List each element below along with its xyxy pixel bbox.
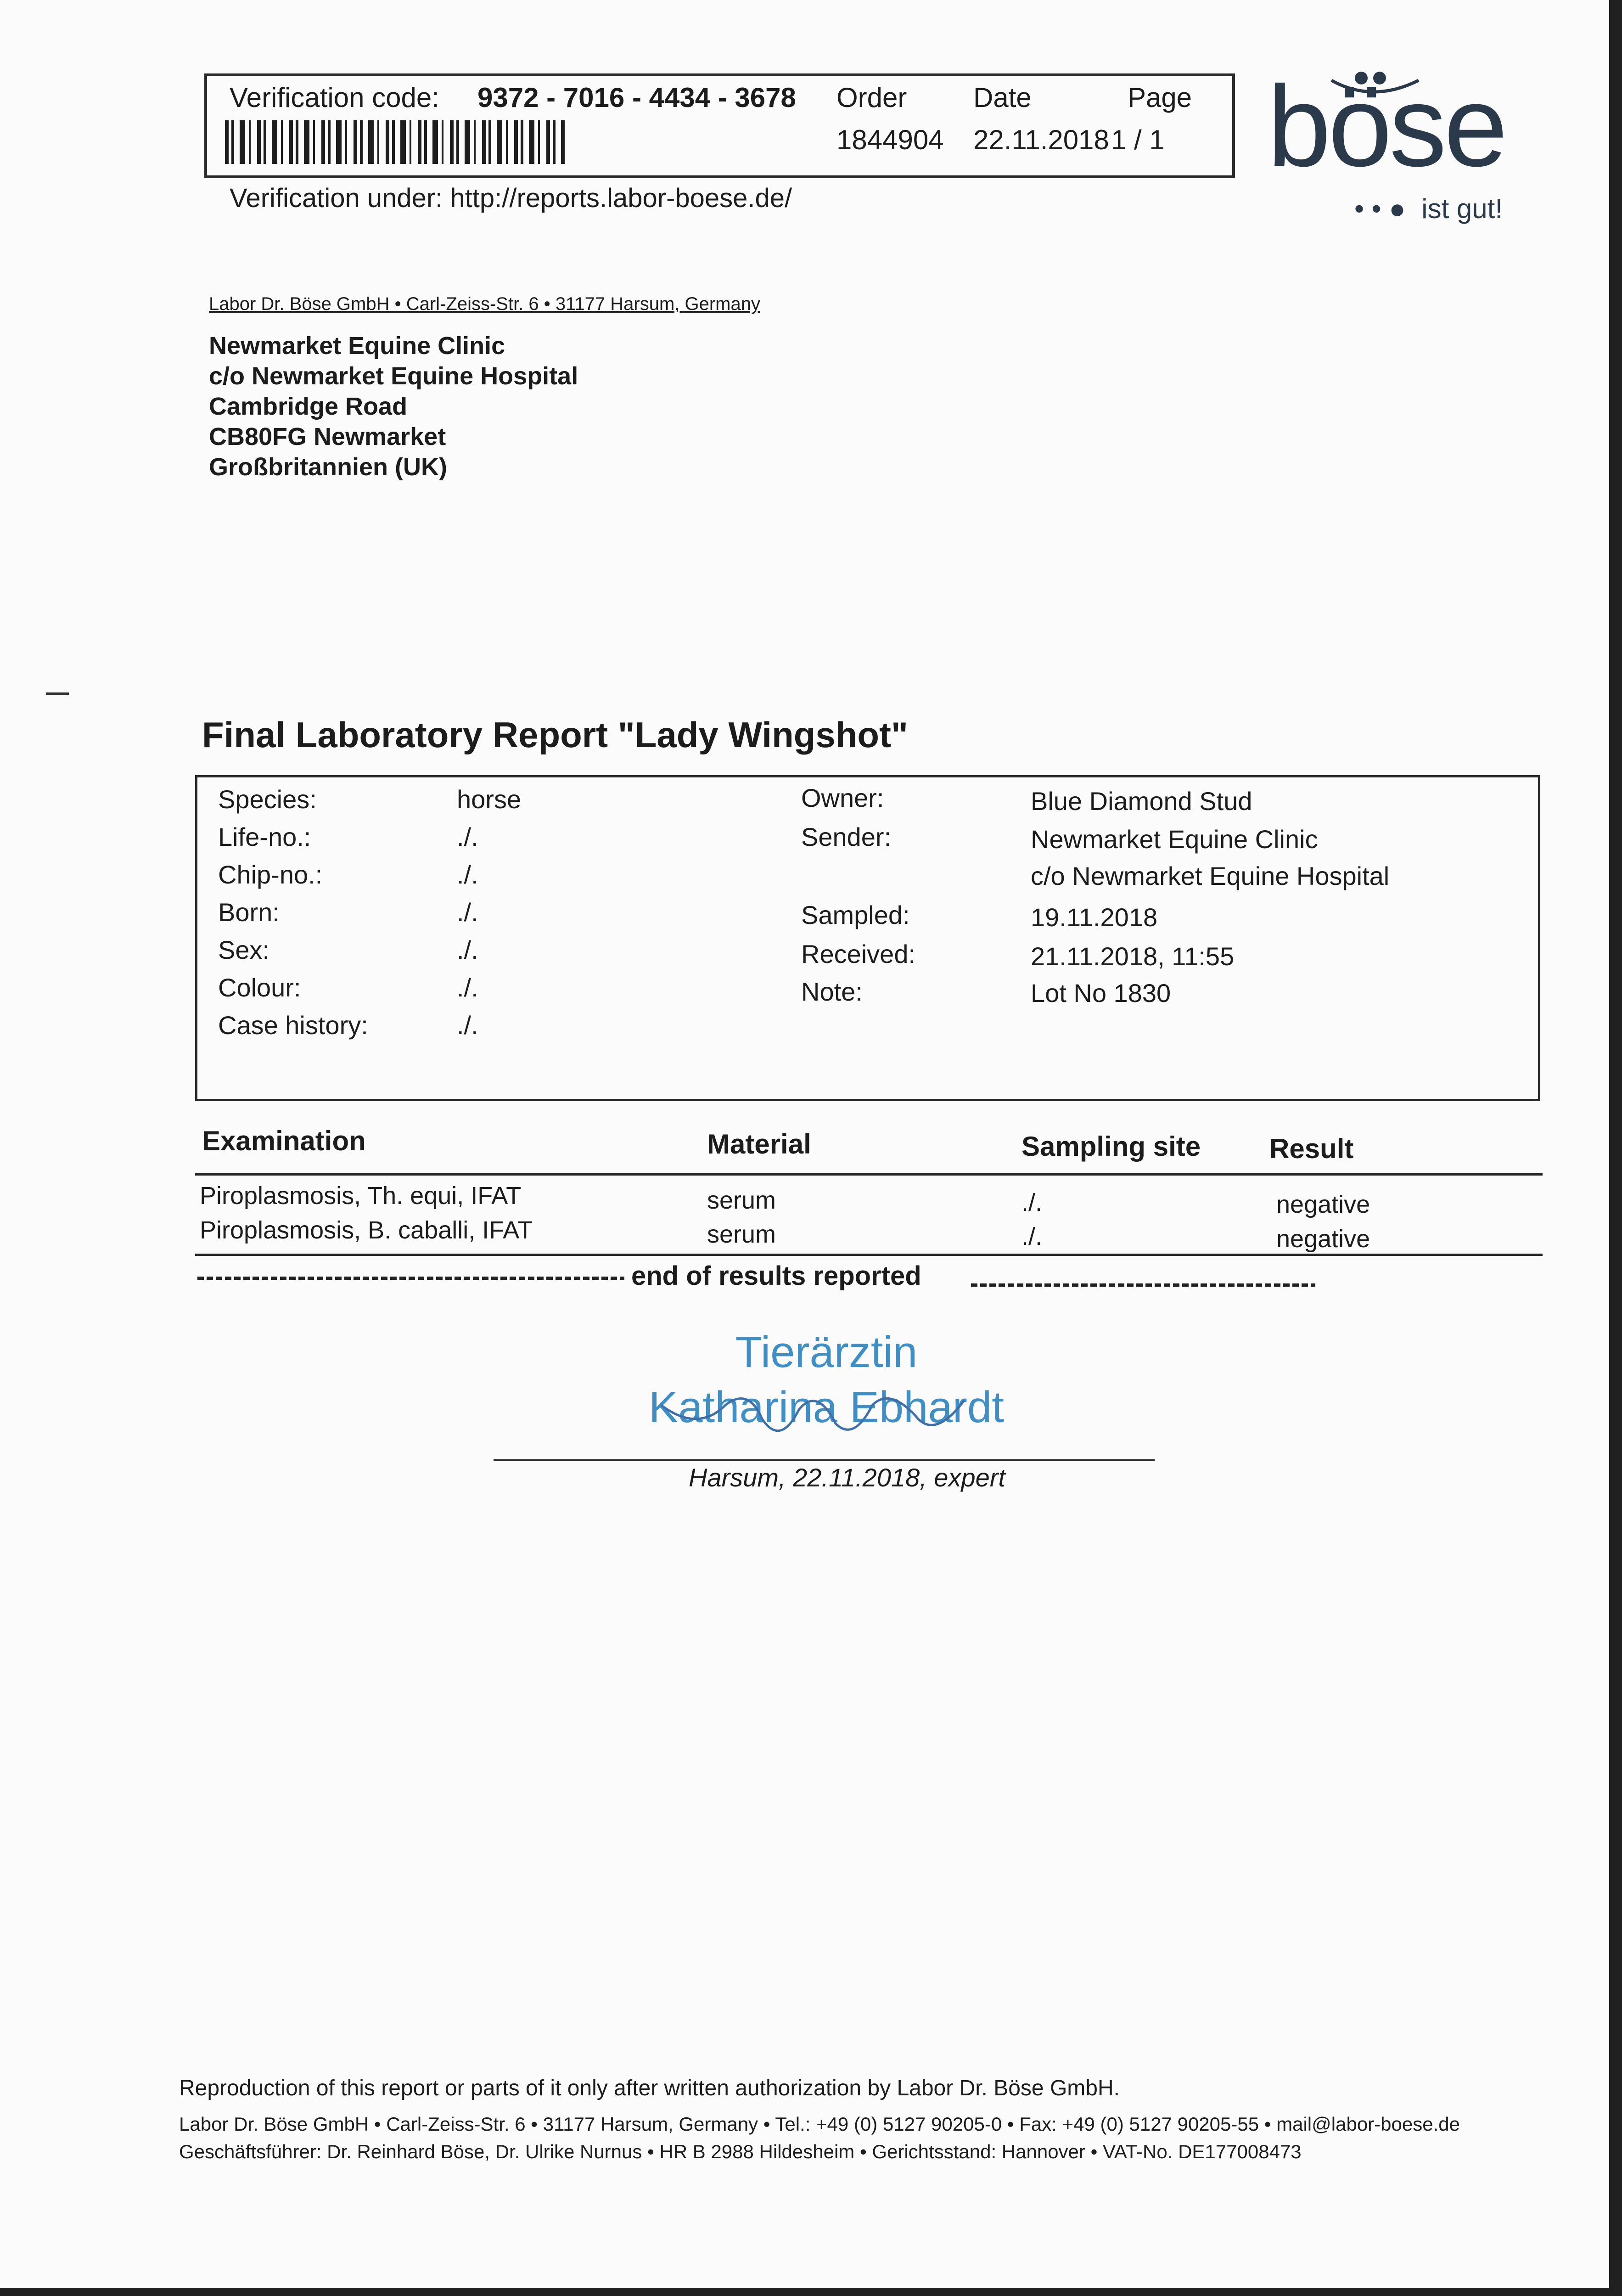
sampled-value: 19.11.2018 — [1031, 903, 1158, 932]
end-dash-left — [197, 1277, 624, 1280]
page-value: 1 / 1 — [1111, 124, 1165, 155]
row-1-site: ./. — [1021, 1189, 1043, 1216]
verification-url: Verification under: http://reports.labor-boese.de/ — [230, 183, 792, 213]
verification-label: Verification code: — [230, 82, 439, 113]
row-1-material: serum — [707, 1187, 776, 1214]
recipient-line: Cambridge Road — [209, 393, 408, 420]
row-1-result: negative — [1276, 1191, 1370, 1218]
col-material: Material — [707, 1129, 811, 1159]
logo-tagline: ist gut! — [1421, 193, 1503, 224]
order-value: 1844904 — [836, 124, 944, 155]
detail-label: Life-no.: — [218, 822, 311, 851]
end-dash-right — [971, 1283, 1315, 1287]
detail-label: Chip-no.: — [218, 860, 323, 889]
signature-rule — [494, 1459, 1155, 1461]
detail-value: ./. — [457, 935, 478, 964]
logo-tagline-row — [1354, 193, 1503, 225]
footer-management: Geschäftsführer: Dr. Reinhard Böse, Dr. Ulrike Nurnus • HR B 2988 Hildesheim • Gerichtsstand: Hannover • VAT-No. DE177008473 — [179, 2141, 1302, 2162]
table-bottom-rule — [195, 1254, 1543, 1256]
signature-place-date: Harsum, 22.11.2018, expert — [689, 1463, 1006, 1492]
detail-label: Sex: — [218, 935, 270, 964]
detail-value: horse — [457, 785, 522, 814]
verification-code: 9372 - 7016 - 4434 - 3678 — [477, 82, 796, 113]
detail-value: ./. — [457, 973, 478, 1002]
sampled-label: Sampled: — [801, 900, 910, 929]
detail-label: Born: — [218, 898, 280, 927]
date-label: Date — [973, 82, 1032, 113]
col-examination: Examination — [202, 1125, 366, 1156]
scan-edge-bottom — [0, 2288, 1622, 2296]
owner-value: Blue Diamond Stud — [1031, 787, 1252, 816]
boese-logo — [1267, 64, 1543, 234]
row-2-site: ./. — [1021, 1223, 1043, 1250]
page-label: Page — [1128, 82, 1192, 113]
note-label: Note: — [801, 977, 863, 1006]
order-label: Order — [836, 82, 907, 113]
detail-value: ./. — [457, 860, 478, 889]
scan-edge — [1609, 0, 1622, 2296]
logo-dots-icon: • • ● — [1354, 193, 1406, 224]
received-value: 21.11.2018, 11:55 — [1031, 942, 1235, 971]
recipient-address — [209, 331, 578, 482]
recipient-line: Newmarket Equine Clinic — [209, 332, 505, 360]
footer-reproduction: Reproduction of this report or parts of it only after written authorization by Labor Dr. Böse GmbH. — [179, 2076, 1120, 2100]
detail-value: ./. — [457, 822, 478, 851]
note-value: Lot No 1830 — [1031, 979, 1171, 1007]
details-left-values — [457, 781, 521, 1044]
fold-mark — [46, 692, 69, 695]
detail-label: Species: — [218, 785, 317, 814]
report-title: Final Laboratory Report "Lady Wingshot" — [202, 715, 908, 755]
row-2-examination: Piroplasmosis, B. caballi, IFAT — [200, 1216, 533, 1244]
footer-address: Labor Dr. Böse GmbH • Carl-Zeiss-Str. 6 • 31177 Harsum, Germany • Tel.: +49 (0) 5127 90205-0 • Fax: +49 (0) 5127 90205-55 • mail@labor-boese.de — [179, 2113, 1460, 2135]
stamp-name: Katharina Ebhardt — [649, 1383, 1004, 1432]
col-sampling-site: Sampling site — [1021, 1131, 1201, 1162]
detail-label: Case history: — [218, 1011, 368, 1040]
row-2-material: serum — [707, 1221, 776, 1248]
detail-value: ./. — [457, 1011, 478, 1040]
logo-wordmark: böse — [1267, 62, 1505, 190]
received-label: Received: — [801, 940, 916, 968]
owner-label: Owner: — [801, 783, 884, 812]
sender-return-address: Labor Dr. Böse GmbH • Carl-Zeiss-Str. 6 • 31177 Harsum, Germany — [209, 294, 760, 314]
detail-label: Colour: — [218, 973, 301, 1002]
barcode — [225, 120, 565, 164]
recipient-line: c/o Newmarket Equine Hospital — [209, 362, 578, 390]
details-left-labels — [218, 781, 368, 1044]
sender-value-2: c/o Newmarket Equine Hospital — [1031, 861, 1390, 890]
table-header-rule — [195, 1173, 1543, 1176]
row-2-result: negative — [1276, 1225, 1370, 1253]
end-of-results: end of results reported — [631, 1261, 921, 1291]
stamp-title: Tierärztin — [735, 1328, 918, 1377]
recipient-line: Großbritannien (UK) — [209, 453, 447, 481]
handwritten-signature — [643, 1378, 1010, 1446]
recipient-line: CB80FG Newmarket — [209, 423, 446, 450]
sender-value-1: Newmarket Equine Clinic — [1031, 825, 1318, 854]
col-result: Result — [1269, 1133, 1354, 1164]
detail-value: ./. — [457, 898, 478, 927]
row-1-examination: Piroplasmosis, Th. equi, IFAT — [200, 1182, 522, 1210]
date-value: 22.11.2018 — [973, 124, 1109, 155]
sender-label: Sender: — [801, 822, 892, 851]
